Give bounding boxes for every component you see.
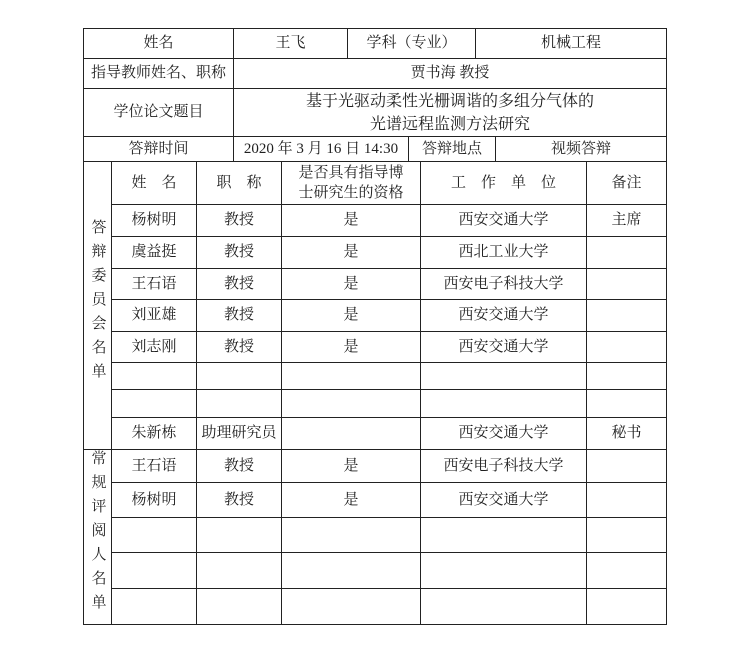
member-note: [587, 237, 667, 269]
column-header-title: 职 称: [197, 162, 282, 205]
reviewer-note: [587, 552, 667, 588]
member-note: 秘书: [587, 418, 667, 450]
member-title: 教授: [197, 332, 282, 363]
member-note: [587, 363, 667, 390]
member-title: 助理研究员: [197, 418, 282, 450]
member-name: [112, 363, 197, 390]
reviewer-qualified: 是: [282, 450, 421, 483]
table-row: [84, 269, 667, 300]
table-row: [84, 450, 667, 483]
reviewers-section-label-cell: [84, 450, 112, 625]
member-unit: [421, 390, 587, 418]
table-row: [84, 332, 667, 363]
member-unit: [421, 363, 587, 390]
member-name: 虞益挺: [112, 237, 197, 269]
member-qualified: 是: [282, 237, 421, 269]
table-row: [84, 418, 667, 450]
reviewers-section-label: 常规评阅人名单: [89, 450, 106, 618]
table-row: [84, 300, 667, 332]
member-unit: 西北工业大学: [421, 237, 587, 269]
table-row: [84, 552, 667, 588]
reviewer-title: 教授: [197, 483, 282, 517]
member-qualified: 是: [282, 269, 421, 300]
member-qualified: [282, 363, 421, 390]
committee-section-label-cell: [84, 162, 112, 450]
reviewer-title: [197, 517, 282, 552]
member-name: [112, 390, 197, 418]
column-header-note: 备注: [587, 162, 667, 205]
member-title: 教授: [197, 300, 282, 332]
column-header-qualified: [282, 162, 421, 205]
member-title: [197, 390, 282, 418]
member-qualified: 是: [282, 332, 421, 363]
thesis-title-value: [234, 89, 667, 137]
reviewer-title: [197, 589, 282, 624]
defense-time-label: 答辩时间: [84, 137, 234, 162]
advisor-value: 贾书海 教授: [234, 59, 667, 89]
column-header-qualified-text: 是否具有指导博士研究生的资格: [298, 165, 404, 201]
reviewer-note: [587, 450, 667, 483]
table-row: [84, 517, 667, 552]
reviewer-qualified: [282, 517, 421, 552]
reviewer-note: [587, 483, 667, 517]
table-row: [84, 363, 667, 390]
member-note: [587, 300, 667, 332]
member-title: 教授: [197, 205, 282, 237]
member-title: 教授: [197, 237, 282, 269]
reviewer-name: 王石语: [112, 450, 197, 483]
member-note: [587, 332, 667, 363]
defense-time-value: 2020 年 3 月 16 日 14:30: [234, 137, 409, 162]
roster-table: [83, 161, 667, 625]
reviewer-note: [587, 517, 667, 552]
member-qualified: [282, 418, 421, 450]
member-title: 教授: [197, 269, 282, 300]
reviewer-unit: 西安交通大学: [421, 483, 587, 517]
major-value: 机械工程: [476, 29, 667, 59]
member-qualified: [282, 390, 421, 418]
member-unit: 西安交通大学: [421, 418, 587, 450]
reviewer-name: [112, 517, 197, 552]
reviewer-qualified: [282, 552, 421, 588]
member-qualified: 是: [282, 205, 421, 237]
defense-form-document: [83, 28, 666, 625]
member-name: 王石语: [112, 269, 197, 300]
member-name: 刘志刚: [112, 332, 197, 363]
reviewer-unit: [421, 552, 587, 588]
reviewer-name: [112, 589, 197, 624]
thesis-title-label: 学位论文题目: [84, 89, 234, 137]
table-row: [84, 589, 667, 624]
table-row: [84, 483, 667, 517]
member-unit: 西安电子科技大学: [421, 269, 587, 300]
defense-place-value: 视频答辩: [496, 137, 667, 162]
major-label: 学科（专业）: [348, 29, 476, 59]
reviewer-qualified: 是: [282, 483, 421, 517]
reviewer-title: 教授: [197, 450, 282, 483]
member-unit: 西安交通大学: [421, 205, 587, 237]
student-info-table: [83, 28, 667, 162]
thesis-title-line1: 基于光驱动柔性光栅调谐的多组分气体的: [306, 92, 595, 110]
name-value: 王飞: [234, 29, 348, 59]
reviewer-name: [112, 552, 197, 588]
table-row: [84, 205, 667, 237]
member-unit: 西安交通大学: [421, 332, 587, 363]
reviewer-unit: [421, 589, 587, 624]
table-row: [84, 237, 667, 269]
committee-section-label: 答辩委员会名单: [89, 218, 106, 387]
column-header-work-unit: 工 作 单 位: [421, 162, 587, 205]
reviewer-unit: [421, 517, 587, 552]
reviewer-qualified: [282, 589, 421, 624]
member-note: [587, 390, 667, 418]
name-label: 姓名: [84, 29, 234, 59]
member-title: [197, 363, 282, 390]
advisor-label: 指导教师姓名、职称: [84, 59, 234, 89]
reviewer-title: [197, 552, 282, 588]
member-note: [587, 269, 667, 300]
reviewer-name: 杨树明: [112, 483, 197, 517]
member-unit: 西安交通大学: [421, 300, 587, 332]
member-name: 刘亚雄: [112, 300, 197, 332]
member-name: 杨树明: [112, 205, 197, 237]
column-header-name: 姓 名: [112, 162, 197, 205]
member-qualified: 是: [282, 300, 421, 332]
table-row: [84, 390, 667, 418]
defense-place-label: 答辩地点: [409, 137, 496, 162]
member-name: 朱新栋: [112, 418, 197, 450]
reviewer-note: [587, 589, 667, 624]
thesis-title-line2: 光谱远程监测方法研究: [370, 115, 531, 133]
member-note: 主席: [587, 205, 667, 237]
reviewer-unit: 西安电子科技大学: [421, 450, 587, 483]
